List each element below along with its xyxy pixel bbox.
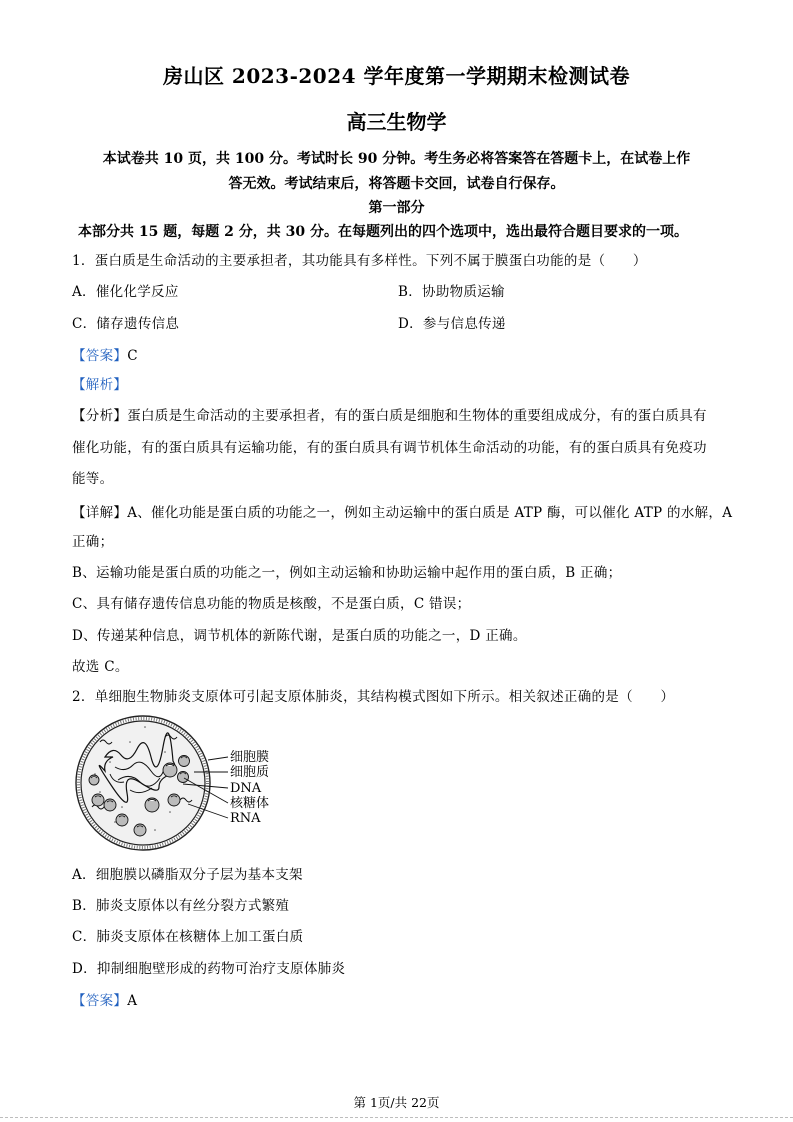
q2-answer (72, 989, 137, 1009)
label-ribosome: 核糖体 (230, 796, 270, 811)
label-cell-membrane: 细胞膜 (230, 750, 270, 765)
label-dna: DNA (230, 781, 262, 796)
exam-title: 房山区 2023-2024 学年度第一学期期末检测试卷 (162, 64, 631, 88)
page-bottom-rule (0, 1117, 793, 1118)
q2-option-a: A．细胞膜以磷脂双分子层为基本支架 (72, 867, 303, 883)
q1-option-c: C．储存遗传信息 (72, 316, 180, 332)
q1-option-b: B．协助物质运输 (398, 284, 505, 300)
instructions-line-1: 本试卷共 10 页，共 100 分。考试时长 90 分钟。考生务必将答案答在答题卡上，在试卷上作 (102, 151, 691, 167)
q1-analysis-line-2: 催化功能，有的蛋白质具有运输功能，有的蛋白质具有调节机体生命活动的功能，有的蛋白质具有免疫功 (72, 440, 707, 456)
label-cytoplasm: 细胞质 (230, 765, 270, 780)
q2-option-d: D．抑制细胞壁形成的药物可治疗支原体肺炎 (72, 961, 346, 977)
detail-text: A、催化功能是蛋白质的功能之一，例如主动运输中的蛋白质是 ATP 酶，可以催化 ATP 的水解，A (127, 505, 733, 521)
q1-answer (72, 344, 138, 364)
q1-detail-line-3: B、运输功能是蛋白质的功能之一，例如主动运输和协助运输中起作用的蛋白质，B 正确； (72, 565, 622, 581)
q1-detail-line-4: C、具有储存遗传信息功能的物质是核酸，不是蛋白质，C 错误； (72, 596, 471, 612)
q2-option-c: C．肺炎支原体在核糖体上加工蛋白质 (72, 929, 304, 945)
q1-stem: 1．蛋白质是生命活动的主要承担者，其功能具有多样性。下列不属于膜蛋白功能的是（ ） (72, 253, 647, 269)
q1-option-a: A．催化化学反应 (72, 284, 179, 300)
answer-tag: 【答案】 (72, 348, 128, 364)
q1-analysis-line-1 (72, 404, 707, 424)
instructions-line-2: 答无效。考试结束后，将答题卡交回，试卷自行保存。 (228, 176, 565, 192)
answer-value: C (127, 348, 138, 364)
label-rna: RNA (230, 811, 261, 826)
analysis-text: 蛋白质是生命活动的主要承担者，有的蛋白质是细胞和生物体的重要组成成分，有的蛋白质具有 (127, 408, 707, 424)
q1-analysis-tag: 【解析】 (72, 377, 128, 393)
q1-detail-line-1 (72, 501, 732, 521)
q1-analysis-line-3: 能等。 (72, 471, 114, 487)
subject-title: 高三生物学 (346, 110, 447, 134)
q1-option-d: D．参与信息传递 (398, 316, 506, 332)
answer-tag: 【答案】 (72, 993, 128, 1009)
q2-stem: 2．单细胞生物肺炎支原体可引起支原体肺炎，其结构模式图如下所示。相关叙述正确的是（ ） (72, 689, 675, 705)
answer-value: A (127, 993, 138, 1009)
q2-option-b: B．肺炎支原体以有丝分裂方式繁殖 (72, 898, 290, 914)
q1-conclusion: 故选 C。 (72, 659, 129, 675)
detail-label: 【详解】 (72, 505, 128, 521)
part-title: 第一部分 (368, 200, 425, 216)
q1-detail-line-2: 正确； (72, 534, 114, 550)
part-description: 本部分共 15 题，每题 2 分，共 30 分。在每题列出的四个选项中，选出最符合题目要求的一项。 (78, 224, 688, 240)
q1-detail-line-5: D、传递某种信息，调节机体的新陈代谢，是蛋白质的功能之一，D 正确。 (72, 628, 527, 644)
analysis-label: 【分析】 (72, 408, 128, 424)
mycoplasma-diagram (70, 712, 300, 857)
page-indicator: 第 1页/共 22页 (353, 1095, 440, 1110)
